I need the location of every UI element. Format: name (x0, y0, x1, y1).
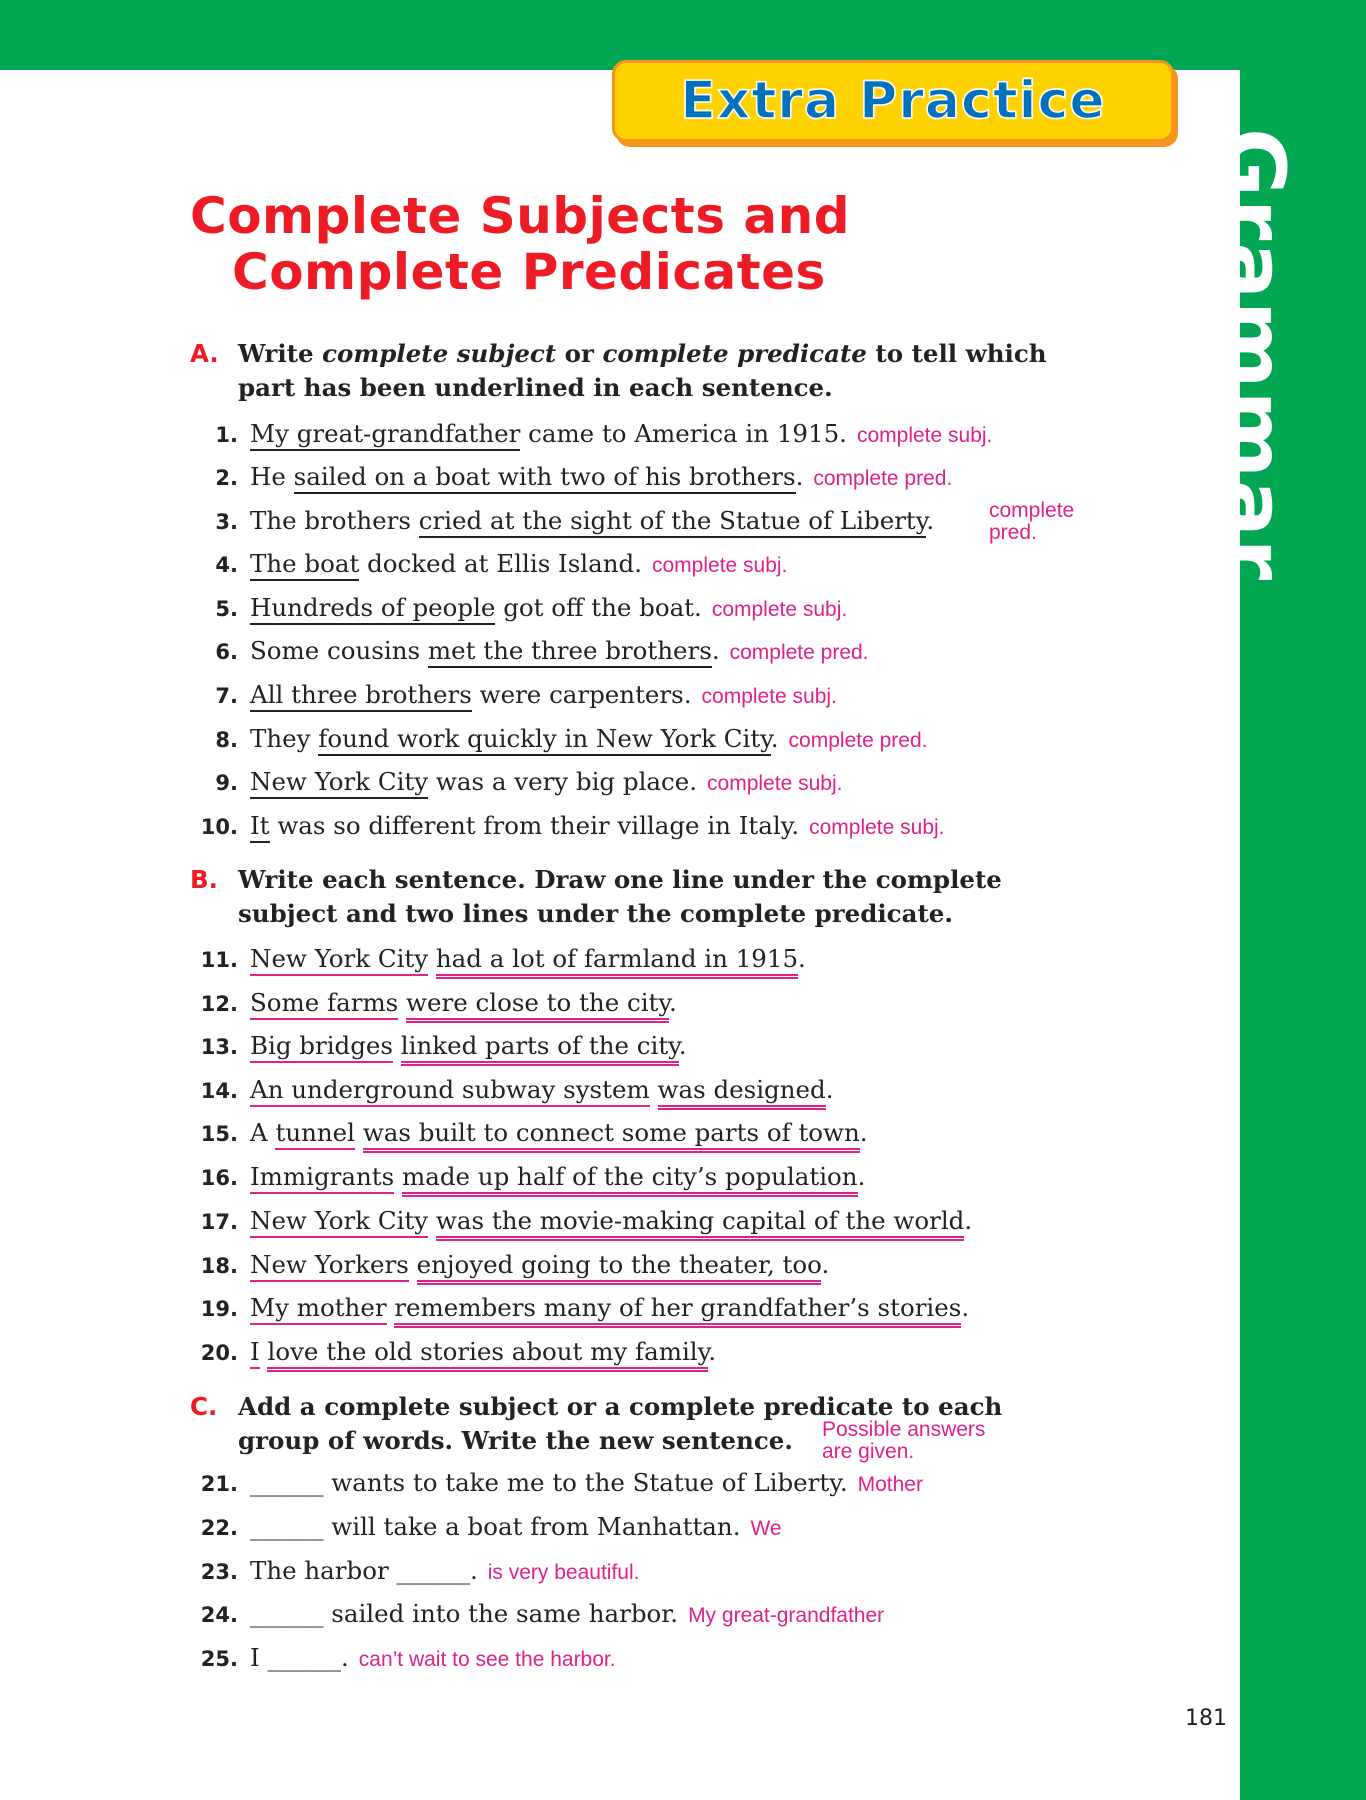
sentence-text (398, 988, 406, 1017)
list-item (186, 1162, 865, 1193)
answer-annotation: complete subj. (707, 772, 843, 795)
item-number: 5. (215, 597, 238, 621)
complete-predicate: were close to the city (406, 988, 669, 1023)
list-item (186, 1337, 716, 1368)
list-item (186, 1599, 884, 1631)
sentence-text (394, 1162, 402, 1191)
item-number: 12. (200, 992, 238, 1016)
sentence-text: were carpenters. (471, 680, 692, 709)
list-item (186, 1468, 923, 1500)
item-number: 22. (200, 1516, 238, 1540)
item-number: 13. (200, 1035, 238, 1059)
page-number: 181 (1185, 1706, 1227, 1731)
sentence-text: . (859, 1118, 868, 1147)
list-item (186, 1293, 969, 1324)
dir-a-em1: complete subject (322, 339, 557, 368)
item-number: 2. (215, 466, 238, 490)
sentence-text: . (711, 636, 720, 665)
item-number: 1. (215, 423, 238, 447)
complete-predicate: linked parts of the city (401, 1031, 679, 1066)
complete-predicate: remembers many of her grandfather’s stories (394, 1293, 961, 1328)
item-number: 7. (215, 684, 238, 708)
sentence-text: Some cousins (250, 636, 428, 665)
answer-annotation: is very beautiful. (487, 1561, 640, 1584)
underlined-part: All three brothers (250, 680, 472, 712)
complete-subject: Big bridges (250, 1031, 393, 1063)
complete-predicate: enjoyed going to the theater, too (417, 1250, 822, 1285)
section-b-directions (190, 863, 1078, 931)
answer-annotation: complete subj. (809, 816, 945, 839)
sentence-text: got off the boat. (495, 593, 702, 622)
sentence-text: . (668, 988, 677, 1017)
list-item (186, 1556, 639, 1588)
answer-annotation: complete pred. (813, 467, 953, 490)
answer-line-1: complete (989, 499, 1075, 522)
note-line-2: are given. (822, 1440, 915, 1463)
list-item (186, 724, 927, 756)
page-title (190, 188, 850, 300)
sentence-text: The harbor ______. (250, 1556, 478, 1585)
underlined-part: cried at the sight of the Statue of Liberty (419, 506, 927, 538)
underlined-part: Hundreds of people (250, 593, 495, 625)
underlined-part: sailed on a boat with two of his brothers (294, 462, 796, 494)
item-number: 3. (215, 510, 238, 534)
complete-subject: New York City (250, 944, 428, 976)
title-line-2: Complete Predicates (232, 243, 826, 301)
answer-annotation: complete subj. (856, 424, 993, 447)
complete-subject: tunnel (275, 1118, 355, 1150)
answer-annotation: complete pred. (788, 729, 928, 752)
item-number: 24. (200, 1603, 238, 1627)
sentence-text: . (821, 1250, 830, 1279)
complete-subject: My mother (250, 1293, 387, 1325)
complete-subject: I (250, 1337, 260, 1369)
grammar-side-label: Grammar (1205, 128, 1303, 583)
list-item (186, 419, 992, 451)
item-number: 20. (200, 1341, 238, 1365)
list-item (186, 1031, 687, 1062)
list-item (186, 636, 869, 668)
item-number: 8. (215, 728, 238, 752)
sentence-text (428, 1206, 436, 1235)
complete-subject: An underground subway system (250, 1075, 650, 1107)
sentence-text (650, 1075, 658, 1104)
answer-line-2: pred. (989, 521, 1037, 544)
item-number: 6. (215, 640, 238, 664)
list-item (186, 1206, 972, 1237)
sentence-text: was so different from their village in Italy. (269, 811, 800, 840)
section-a-directions (190, 337, 1098, 405)
item-number: 23. (200, 1560, 238, 1584)
possible-answers-note (822, 1419, 985, 1463)
list-item (186, 1512, 782, 1544)
answer-annotation: complete subj. (652, 554, 788, 577)
sentence-text: . (678, 1031, 687, 1060)
item-number: 25. (200, 1647, 238, 1671)
sentence-text: . (770, 724, 779, 753)
complete-subject: Immigrants (250, 1162, 394, 1194)
section-c-letter: C. (190, 1392, 218, 1421)
sentence-text: ______ wants to take me to the Statue of Liberty. (250, 1468, 848, 1497)
item-number: 16. (200, 1166, 238, 1190)
answer-annotation: complete subj. (701, 685, 837, 708)
sentence-text: . (857, 1162, 866, 1191)
complete-subject: New Yorkers (250, 1250, 409, 1282)
answer-annotation: We (750, 1517, 782, 1540)
item-number: 18. (200, 1254, 238, 1278)
underlined-part: found work quickly in New York City (318, 724, 771, 756)
item-number: 17. (200, 1210, 238, 1234)
item-number: 15. (200, 1122, 238, 1146)
complete-predicate: was designed (658, 1075, 826, 1110)
sentence-text: I ______. (250, 1643, 349, 1672)
sentence-text (355, 1118, 363, 1147)
answer-annotation (989, 500, 1074, 544)
sentence-text: He (250, 462, 294, 491)
list-item (186, 944, 806, 975)
banner-label: Extra Practice (680, 71, 1106, 131)
sentence-text: They (250, 724, 319, 753)
complete-predicate: love the old stories about my family (267, 1337, 708, 1372)
sentence-text: was a very big place. (428, 767, 698, 796)
complete-predicate: was built to connect some parts of town (363, 1118, 860, 1153)
section-a-letter: A. (190, 339, 219, 368)
list-item (186, 462, 952, 494)
answer-annotation: can’t wait to see the harbor. (358, 1648, 616, 1671)
list-item (186, 1118, 868, 1149)
sentence-text: . (964, 1206, 973, 1235)
sentence-text: . (795, 462, 804, 491)
list-item (186, 680, 837, 712)
list-item (186, 593, 847, 625)
item-number: 19. (200, 1297, 238, 1321)
list-item (186, 767, 842, 799)
underlined-part: met the three brothers (428, 636, 712, 668)
sentence-text: came to America in 1915. (520, 419, 847, 448)
dir-a-part1: Write (238, 339, 323, 368)
sentence-text: . (926, 506, 935, 535)
sentence-text (428, 944, 436, 973)
underlined-part: The boat (250, 549, 359, 581)
list-item (186, 988, 677, 1019)
answer-annotation: complete pred. (729, 641, 869, 664)
sentence-text: A (250, 1118, 276, 1147)
sentence-text: . (961, 1293, 970, 1322)
underlined-part: New York City (250, 767, 428, 799)
sentence-text (409, 1250, 417, 1279)
list-item (186, 549, 787, 581)
answer-annotation: Mother (857, 1473, 923, 1496)
list-item (186, 506, 934, 537)
title-line-1: Complete Subjects and (190, 187, 850, 245)
sentence-text: The brothers (250, 506, 419, 535)
section-b-letter: B. (190, 865, 218, 894)
answer-annotation: complete subj. (711, 598, 848, 621)
item-number: 14. (200, 1079, 238, 1103)
dir-a-part2: or (556, 339, 603, 368)
list-item (186, 1643, 616, 1675)
list-item (186, 811, 945, 843)
answer-annotation: My great-grandfather (688, 1604, 885, 1627)
sentence-text: . (825, 1075, 834, 1104)
item-number: 10. (200, 815, 238, 839)
sentence-text: . (798, 944, 806, 973)
underlined-part: My great-grandfather (250, 419, 520, 451)
item-number: 11. (200, 948, 238, 972)
complete-subject: Some farms (250, 988, 398, 1020)
list-item (186, 1075, 833, 1106)
sentence-text: ______ will take a boat from Manhattan. (250, 1512, 741, 1541)
list-item (186, 1250, 829, 1281)
dir-a-part3: to tell which part has been underlined in each sentence. (238, 339, 1047, 402)
sentence-text: docked at Ellis Island. (359, 549, 642, 578)
underlined-part: It (250, 811, 270, 843)
dir-a-em2: complete predicate (602, 339, 867, 368)
complete-predicate: made up half of the city’s population (402, 1162, 858, 1197)
note-line-1: Possible answers (822, 1418, 986, 1441)
sentence-text (393, 1031, 401, 1060)
complete-subject: New York City (250, 1206, 428, 1238)
extra-practice-banner (612, 60, 1174, 142)
item-number: 21. (200, 1472, 238, 1496)
complete-predicate: had a lot of farmland in 1915 (436, 944, 798, 979)
sentence-text: ______ sailed into the same harbor. (250, 1599, 679, 1628)
item-number: 9. (215, 771, 238, 795)
section-b-text: Write each sentence. Draw one line under the complete subject and two lines under the complete predicate. (238, 865, 1002, 928)
section-c-text: Add a complete subject or a complete predicate to each group of words. Write the new sentence. (238, 1392, 1003, 1455)
item-number: 4. (215, 553, 238, 577)
sentence-text: . (708, 1337, 717, 1366)
complete-predicate: was the movie-making capital of the world (436, 1206, 964, 1241)
